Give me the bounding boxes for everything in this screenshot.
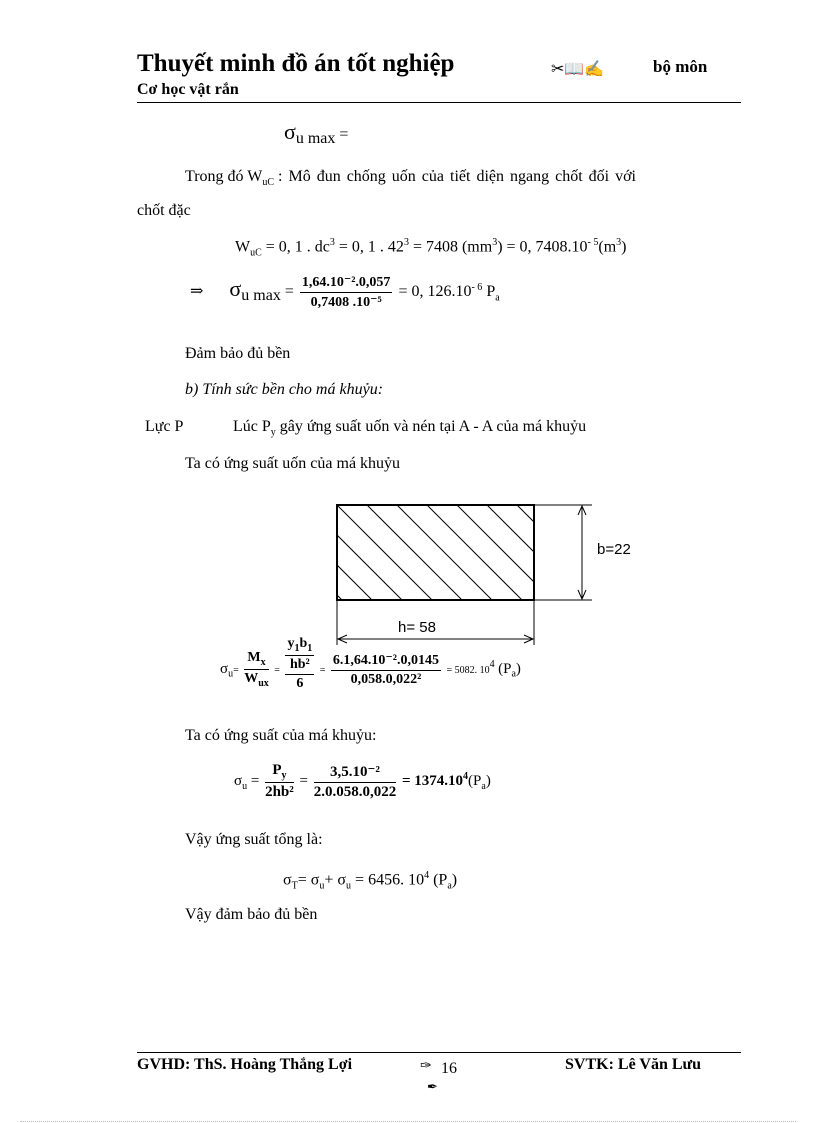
force-text: Lúc P xyxy=(233,418,271,435)
fraction-numerator: 1,64.10⁻².0,057 xyxy=(300,274,393,293)
sigma-symbol: σ xyxy=(229,276,242,302)
equals-sign: = xyxy=(250,772,260,789)
b-symbol: b xyxy=(299,636,308,651)
sigma-sub: u xyxy=(228,668,234,680)
ensure-strength-1: Đảm bảo đủ bền xyxy=(185,345,291,362)
force-sub: y xyxy=(270,427,276,439)
result-value: = 5082. 10 xyxy=(446,664,490,676)
unit: (P xyxy=(498,660,512,677)
stress-intro: Ta có ứng suất của má khuỷu: xyxy=(185,727,377,744)
moment-symbol: M xyxy=(247,650,261,666)
eq-part: (m xyxy=(598,238,617,256)
unit-end: ) xyxy=(451,871,458,889)
sigma-sub: u xyxy=(242,780,248,792)
area-term: 2hb² xyxy=(265,784,294,800)
modulus-sub: ux xyxy=(258,677,269,689)
sigma-subscript: u max xyxy=(295,130,336,147)
fraction xyxy=(300,274,393,311)
eq-part: = 0, 1 . 42 xyxy=(338,238,404,256)
numeric-numerator: 6.1,64.10⁻².0,0145 xyxy=(331,652,441,671)
hb2-term: hb² xyxy=(285,656,314,675)
b-dimension-label: b=22 xyxy=(597,541,631,558)
force-description xyxy=(233,418,586,438)
sigma-sub: u xyxy=(346,880,352,892)
b-sub: 1 xyxy=(307,642,313,654)
footer-rule xyxy=(137,1052,741,1053)
unit-sub: a xyxy=(511,668,516,680)
modulus-symbol: W xyxy=(244,671,259,687)
page-number: 16 xyxy=(441,1060,457,1077)
unit: P xyxy=(486,283,496,301)
result-sup: 4 xyxy=(463,770,469,782)
sigma-symbol: σ xyxy=(284,119,296,144)
implies-arrow-icon: ⇒ xyxy=(190,283,204,301)
unit: (P xyxy=(468,772,482,789)
ensure-strength-2: Vậy đảm bảo đủ bền xyxy=(185,906,318,923)
numeric-denominator: 2.0.058.0,022 xyxy=(313,784,397,800)
eq-part: ) = 0, 7408.10 xyxy=(497,238,588,256)
equals-sign: = xyxy=(284,283,294,301)
force-label: Lực P xyxy=(145,418,184,435)
y-symbol: y xyxy=(287,636,295,651)
fraction-numeric xyxy=(331,652,441,688)
paragraph-modulus xyxy=(185,168,741,188)
sigma-symbol: σ xyxy=(234,772,243,789)
h-dimension-label: h= 58 xyxy=(398,619,436,636)
moment-sub: x xyxy=(260,657,266,669)
result-sup: - 6 xyxy=(471,281,483,293)
para-text-rest: : Mô đun chống uốn của tiết diện ngang chốt đối với xyxy=(278,168,636,185)
eq-sup: 3 xyxy=(329,237,335,248)
footer-ornament-icon: ✑ xyxy=(420,1059,432,1074)
compression-stress-equation xyxy=(234,762,491,801)
sigma-symbol: σ xyxy=(310,871,320,889)
force-sub: y xyxy=(281,770,287,781)
result-sup: 4 xyxy=(489,659,495,671)
wuc-equation xyxy=(235,237,627,259)
page-edge-dotted xyxy=(20,1121,796,1122)
equals-sign: = xyxy=(339,126,349,143)
bending-stress-equation xyxy=(220,636,521,692)
section-b-heading: b) Tính sức bền cho má khuỷu: xyxy=(185,381,384,398)
eq-part: = 0, 1 . dc xyxy=(265,238,330,256)
equals-sign: = xyxy=(233,664,239,676)
eq-sup: - 5 xyxy=(587,237,599,248)
fraction-force xyxy=(265,762,294,801)
unit-end: ) xyxy=(485,772,491,789)
equals-sign: = xyxy=(297,871,307,889)
fraction-geometry xyxy=(285,636,314,692)
fraction-numeric xyxy=(314,762,397,801)
header-ornament-icon: ✂📖✍ xyxy=(551,61,605,78)
unit-sub: a xyxy=(447,880,452,892)
sigma-symbol: σ xyxy=(337,871,347,889)
para-text: Trong đó W xyxy=(185,168,263,185)
equals-sign: = xyxy=(274,664,280,676)
result-value: = 6456. 10 xyxy=(355,871,425,889)
document-subtitle: Cơ học vật rắn xyxy=(137,81,239,98)
sigma-umax-line xyxy=(284,119,348,148)
student-label: SVTK: Lê Văn Lưu xyxy=(565,1056,702,1073)
sigma-umax-equation xyxy=(190,274,500,311)
plus-sign: + xyxy=(324,871,334,889)
divisor-six: 6 xyxy=(296,675,304,691)
eq-part: = 7408 (mm xyxy=(412,238,493,256)
fraction-denominator: 0,7408 .10⁻⁵ xyxy=(310,295,382,310)
force-symbol: P xyxy=(272,762,282,778)
force-text-rest: gây ứng suất uốn và nén tại A - A của má khuỷu xyxy=(279,418,587,435)
cross-section-diagram xyxy=(320,495,640,645)
sigma-subscript: u max xyxy=(241,287,281,305)
result-sup: 4 xyxy=(424,870,430,881)
sigma-sub: u xyxy=(319,880,325,892)
equals-sign: = xyxy=(319,664,326,676)
header-rule xyxy=(137,102,741,103)
para-sub: uC xyxy=(262,177,275,189)
numeric-denominator: 0,058.0,022² xyxy=(350,671,422,687)
w-sub: uC xyxy=(250,247,262,259)
unit-end: ) xyxy=(515,660,521,677)
department-label: bộ môn xyxy=(653,57,708,76)
unit-sub: a xyxy=(481,780,486,792)
result-value: = 1374.10 xyxy=(401,772,464,789)
hatch-pattern xyxy=(320,505,612,600)
sigma-symbol: σ xyxy=(283,871,292,889)
unit-sub: a xyxy=(495,292,500,304)
bending-intro: Ta có ứng suất uốn của má khuỷu xyxy=(185,455,401,472)
eq-sup: 3 xyxy=(403,237,409,248)
eq-part: ) xyxy=(621,238,627,256)
y-sub: 1 xyxy=(294,642,300,654)
result-value: = 0, 126.10 xyxy=(398,283,472,301)
sigma-symbol: σ xyxy=(220,660,229,677)
sigma-sub: T xyxy=(291,880,298,892)
eq-sup: 3 xyxy=(616,237,622,248)
document-title: Thuyết minh đồ án tốt nghiệp xyxy=(137,50,455,77)
advisor-label: GVHD: ThS. Hoàng Thắng Lợi xyxy=(137,1056,353,1073)
eq-sup: 3 xyxy=(492,237,498,248)
total-intro: Vậy ứng suất tổng là: xyxy=(185,831,323,848)
equals-sign: = xyxy=(299,772,308,789)
fraction-moment xyxy=(244,650,269,689)
total-stress-equation xyxy=(283,870,457,892)
w-symbol: W xyxy=(235,238,251,256)
unit: (P xyxy=(433,871,448,889)
paragraph-cont: chốt đặc xyxy=(137,202,191,219)
numeric-numerator: 3,5.10⁻² xyxy=(314,762,397,783)
footer-ornament-bottom-icon: ✒ xyxy=(427,1079,438,1094)
